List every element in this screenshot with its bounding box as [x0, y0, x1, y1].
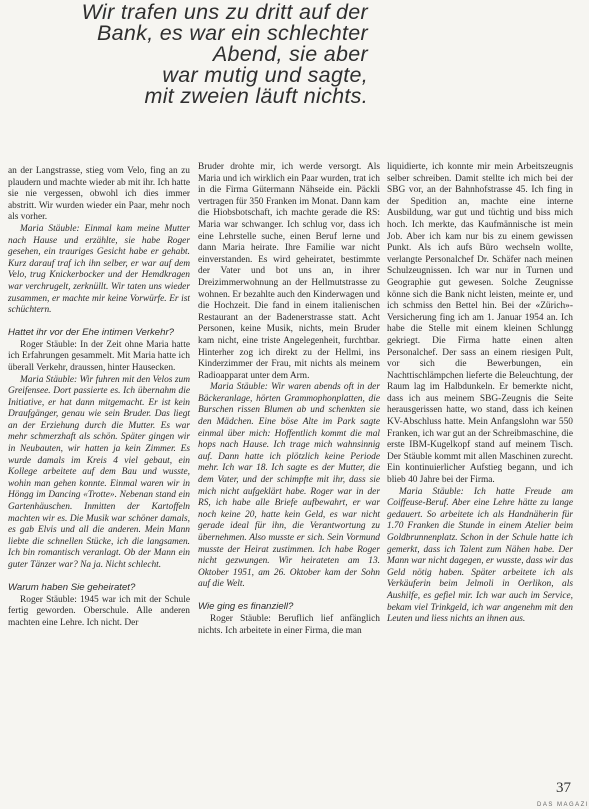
paragraph: Maria Stäuble: Wir fuhren mit den Velos zum Greifensee. Dort passierte es. Ich übernahm die Initiative, er hat dann mitgemacht. Er ist kein Draufgänger, genau wie sein Bruder. Das liegt an der Erziehung durch die Mutter. Es war mehr schmerzhaft als schön. Später gingen wir in Neubauten, wir hatten ja kein Zimmer. Es wurde damals im Kreis 4 viel gebaut, ein Kollege arbeitete auf dem Bau und wusste, wohin man gehen konnte. Einmal waren wir in Höngg im Dancing «Trotte». Nebenan stand ein Gartenhäuschen. Inmitten der Kartoffeln machten wir es. Die Musik war schöner damals, es gab Elvis und all die anderen. Mein Mann liebte die schnellen Stücke, ich die langsamen. Ich bin romantisch veranlagt. Ob der Mann ein guter Tänzer war? Na ja. Nicht schlecht.	[8, 374, 190, 570]
paragraph: Roger Stäuble: 1945 war ich mit der Schule fertig geworden. Oberschule. Alle anderen machten eine Lehre. Ich nicht. Der	[8, 594, 190, 628]
text-column-2	[198, 162, 380, 637]
text-column-3	[387, 162, 573, 626]
magazine-name: DAS MAGAZI	[536, 802, 589, 808]
paragraph: Bruder drohte mir, ich werde versorgt. Als Maria und ich wirklich ein Paar wurden, trat ich in die Firma Gütermann Nähseide ein. Päckli vertragen für 350 Franken im Monat. Dann kam die Hiobsbotschaft, ich machte gerade die RS: Maria war schwanger. Ich schlug vor, dass ich eine Lehrstelle suche, einen Beruf lerne und dann Maria heirate. Ihre Familie war nicht einverstanden. Es wird geheiratet, bestimmte der Vater und bot uns an, in ihrer Dreizimmerwohnung an der Hellmutstrasse zu wohnen. Er bezahlte auch den Kinderwagen und die Hochzeit. Die fand in einem italienischen Restaurant an der Badenerstrasse statt. Acht Personen, keine Musik, nichts, mein Bruder kam nicht, eine triste Angelegenheit, furchtbar. Hinterher zog ich direkt zu der Hellmi, ins Kinderzimmer der Frau, mit nichts als meinem Radioapparat unter dem Arm.	[198, 162, 380, 381]
paragraph: liquidierte, ich konnte mir mein Arbeitszeugnis selber schreiben. Damit stellte ich mich bei der SBG vor, an der Bahnhofstrasse 45. Ich fing in der Spedition an, machte eine interne Ausbildung, war gut und tüchtig und biss mich hoch. Ich merkte, das Kaufmännische ist mein Job. Aber ich kam nur bis zu einem gewissen Punkt. Als ich aufs Büro wechseln wollte, verlangte Personalchef Dr. Schäfer nach meinen Schulzeugnissen. Ich war nur in Turnen und Geographie gut gewesen. Solche Zeugnisse könne sich die Bank nicht leisten, meinte er, und ich schmiss den Bettel hin. Bei der «Zürich»-Versicherung fing ich am 1. Januar 1954 an. Ich habe die Stelle mit einem kleinen Schlungg gekriegt. Die Firma hatte einen alten Personalchef. Der sass an einem riesigen Pult, vor sich die Bewerbungen, ein Nachttischlämpchen lieferte die Beleuchtung, der Raum lag im Halbdunkeln. Er bemerkte nicht, dass ich aus meinem SBG-Zeugnis die Seite herausgerissen hatte, wo stand, dass ich keinen KV-Abschluss hatte. Mein Anfangslohn war 550 Franken, ich war gut an der Schreibmaschine, die erste IBM-Kugelkopf stand auf meinem Tisch. Der Stäuble kommt mit allen Maschinen zurecht. Ein kontinuierlicher Aufstieg begann, und ich blieb 40 Jahre bei der Firma.	[387, 162, 573, 486]
pull-quote-line: Wir trafen uns zu dritt auf der	[81, 0, 368, 24]
pull-quote-line: war mutig und sagte,	[162, 63, 368, 87]
paragraph: Roger Stäuble: Beruflich lief anfänglich nichts. Ich arbeitete in einer Firma, die man	[198, 613, 380, 636]
interview-question: Hattet ihr vor der Ehe intimen Verkehr?	[8, 326, 175, 338]
paragraph: Maria Stäuble: Ich hatte Freude am Coiffeuse-Beruf. Aber eine Lehre hätte zu lange gedauert. So arbeitete ich als Handnäherin für 1.70 Franken die Stunde in einem Atelier beim Goldbrunnenplatz. Schon in der Schule hatte ich gemerkt, dass ich Talent zum Nähen habe. Der Mann war nicht dagegen, er wusste, dass wir das Geld nötig haben. Später arbeitete ich als Verkäuferin beim Jelmoli in Oerlikon, als Aushilfe, es gefiel mir. Ich war auch im Service, bekam viel Trinkgeld, ich war angenehm mit den Leuten und liess nichts an ihnen aus.	[387, 486, 573, 625]
paragraph: Maria Stäuble: Einmal kam meine Mutter nach Hause und erzählte, sie habe Roger gesehen, ein trauriges Gesicht habe er gehabt. Kurz darauf traf ich ihn selber, er war auf dem Velo, trug Knickerbocker und der Hemdkragen war verchrugelt, zerknüllt. Wir taten uns wieder zusammen, er machte mir keine Vorwürfe. Er ist schüchtern.	[8, 223, 190, 316]
pull-quote-line: mit zweien läuft nichts.	[144, 84, 368, 108]
paragraph: Maria Stäuble: Wir waren abends oft in der Bäckeranlage, hörten Grammophonplatten, die Burschen rissen Blumen ab und schenkten sie den Mädchen. Eine böse Alte im Park sagte einmal über mich: Hoffentlich kommt die mal hops nach Hause. Ich trage mich wahnsinnig auf. Dann hatte ich plötzlich keine Periode mehr. Ich war 18. Ich sagte es der Mutter, die dem Vater, und der schimpfte mit ihr, dass sie mich nicht aufgeklärt habe. Roger war in der RS, ich habe alle Briefe aufbewahrt, er war noch keine 20, hatte kein Geld, es war nicht gerade ideal für ihn, die Verantwortung zu übernehmen. Also musste er sich. Sein Vormund musste der Heirat zustimmen. Ich habe Roger nicht gezwungen. Wir heirateten am 13. Oktober 1951, am 26. Oktober kam der Sohn auf die Welt.	[198, 382, 380, 590]
interview-question: Warum haben Sie geheiratet?	[8, 581, 136, 593]
paragraph: an der Langstrasse, stieg vom Velo, fing an zu plaudern und machte wieder ab mit ihr. Ich hatte sie nie vergessen, obwohl ich dies immer abstritt. Wir wurden wieder ein Paar, mehr noch als vorher.	[8, 166, 190, 223]
paragraph: Roger Stäuble: In der Zeit ohne Maria hatte ich Erfahrungen gesammelt. Mit Maria hatte ich überall Verkehr, draussen, hinter Hausecken.	[8, 339, 190, 373]
pull-quote-line: Bank, es war ein schlechter	[96, 21, 368, 45]
page-number: 37	[556, 780, 571, 796]
text-column-1	[8, 166, 190, 629]
interview-question: Wie ging es finanziell?	[198, 600, 294, 612]
pull-quote	[6, 2, 368, 107]
pull-quote-line: Abend, sie aber	[212, 42, 368, 66]
